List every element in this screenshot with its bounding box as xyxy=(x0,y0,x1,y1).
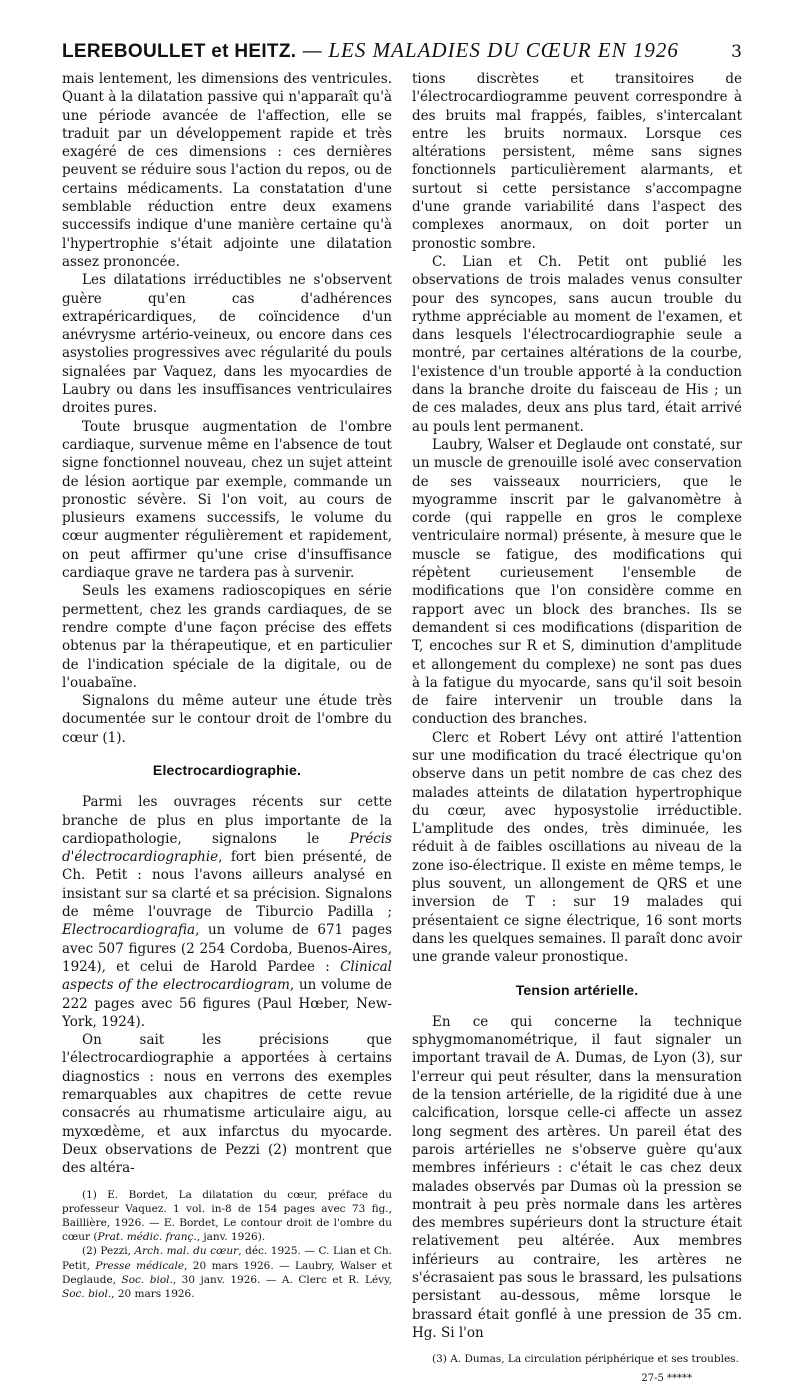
page-number: 3 xyxy=(731,42,742,62)
text-run: (2) Pezzi, xyxy=(82,1245,131,1258)
paragraph: tions discrètes et transitoires de l'électrocardiogramme peuvent correspondre à des bruits mal frappés, faibles, s'intercalant entre les bruits normaux. Lorsque ces altérations persistent, même sans signes fonctionnels particulièrement alarmants, et surtout si cette persistance s'accompagne d'une grande variabilité dans l'aspect des complexes anormaux, on doit porter un pronostic sombre. xyxy=(412,71,742,252)
paragraph: C. Lian et Ch. Petit ont publié les observations de trois malades venus consulter pour des syncopes, sans aucun trouble du rythme appréciable au moment de l'examen, et dans lesquels l'électrocardiographie seule a montré, par certaines altérations de la courbe, l'existence d'un trouble apporté à la conduction dans la branche droite du faisceau de His ; un de ces malades, deux ans plus tard, était arrivé au pouls lent permanent. xyxy=(412,253,742,435)
journal-title: Presse médicale xyxy=(95,1259,185,1272)
journal-title: Soc. biol. xyxy=(62,1287,112,1300)
text-run: , janv. 1926). xyxy=(196,1231,266,1244)
paragraph: Seuls les examens radioscopiques en série permettent, chez les grands cardiaques, de se rendre compte d'une façon précise des effets obtenus par la thérapeutique, et en particulier de l'indication spéciale de la digitale, ou de l'ouabaïne. xyxy=(62,583,392,691)
text-run: , 30 janv. 1926. — A. Clerc et R. Lévy, xyxy=(172,1273,392,1286)
printer-signature: 27-5 ***** xyxy=(641,1373,692,1385)
text-run: , fort bien présenté, de Ch. Petit : nous l'avons ailleurs analysé en insistant sur sa clarté et sa précision. Signalons de même l'ouvrage de Tiburcio Padilla ; xyxy=(62,849,392,921)
text-run: (1) E. Bordet, La dilatation du cœur, préface du professeur Vaquez. 1 vol. in-8 de 154 pages avec 73 fig., Baillière, 1926. — E. Bordet, Le contour droit de l'ombre du cœur ( xyxy=(62,1188,392,1244)
paragraph: Toute brusque augmentation de l'ombre cardiaque, survenue même en l'absence de tout signe fonctionnel nouveau, chez un sujet atteint de lésion aortique par exemple, commande un pronostic sévère. Si l'on voit, au cours de plusieurs examens successifs, le volume du cœur augmenter régulièrement et rapidement, on peut affirmer qu'une crise d'insuffisance cardiaque grave ne tardera pas à survenir. xyxy=(62,418,392,582)
text-run: , un volume de 222 pages avec 56 figures (Paul Hœber, New-York, 1924). xyxy=(62,977,392,1030)
text-run: , un volume de 671 pages avec 507 figures (2 254 Cordoba, Buenos-Aires, 1924), et celui de Harold Pardee : xyxy=(62,922,392,975)
left-column xyxy=(62,70,392,1301)
text-run: Parmi les ouvrages récents sur cette branche de plus en plus importante de la cardiopathologie, signalons le xyxy=(62,794,392,847)
footnote-2 xyxy=(62,1244,392,1301)
header-authors: LEREBOULLET et HEITZ. xyxy=(62,41,297,62)
journal-title: Arch. mal. du cœur xyxy=(134,1245,239,1258)
footnotes xyxy=(412,1352,742,1366)
text-run: , 20 mars 1926. xyxy=(111,1287,195,1300)
section-heading-electrocardiographie: Electrocardiographie. xyxy=(152,761,302,778)
paragraph: Signalons du même auteur une étude très documentée sur le contour droit de l'ombre du cœur (1). xyxy=(62,693,392,746)
journal-title: Soc. biol. xyxy=(121,1273,173,1286)
paragraph: Clerc et Robert Lévy ont attiré l'attention sur une modification du tracé électrique qu'on observe dans un petit nombre de cas chez des malades atteints de dilatation hypertrophique du cœur, avec hyposystolie irréductible. L'amplitude des ondes, très diminuée, les réduit à de faibles oscillations au niveau de la zone iso-électrique. Il existe en même temps, le plus souvent, un allongement de QRS et une inversion de T : sur 19 malades qui présentaient ce signe électrique, 16 sont morts dans les quelques semaines. Il paraît donc avoir une grande valeur pronostique. xyxy=(412,729,742,966)
footnote-1 xyxy=(62,1188,392,1245)
book-title: Clinical aspects of the electrocardiogram xyxy=(62,958,392,994)
header-title: LES MALADIES DU CŒUR EN 1926 xyxy=(328,38,679,62)
section-heading-tension-arterielle: Tension artérielle. xyxy=(515,981,639,998)
paragraph: mais lentement, les dimensions des ventricules. Quant à la dilatation passive qui n'apparaît qu'à une période avancée de l'affection, elle se traduit par un développement rapide et très exagéré de ces dimensions : ces dernières peuvent se réduire sous l'action du repos, ou de certains médicaments. La constatation d'une semblable réduction entre deux examens successifs indique d'une manière certaine qu'à l'hypertrophie s'était adjointe une dilatation assez prononcée. xyxy=(62,71,392,270)
footnote-3: (3) A. Dumas, La circulation périphérique et ses troubles. xyxy=(432,1353,739,1366)
paragraph: Les dilatations irréductibles ne s'observent guère qu'en cas d'adhérences extrapéricardiques, de coïncidence d'un anévrysme artério-veineux, ou encore dans ces asystolies progressives avec régularité du pouls signalées par Vaquez, dans les myocardies de Laubry ou dans les insuffisances ventriculaires droites pures. xyxy=(62,272,392,417)
text-run: , déc. 1925. — C. Lian et Ch. Petit, xyxy=(62,1245,392,1272)
journal-title: Prat. médic. franç. xyxy=(97,1231,197,1244)
running-header xyxy=(62,38,742,68)
paragraph: En ce qui concerne la technique sphygmomanométrique, il faut signaler un important travail de A. Dumas, de Lyon (3), sur l'erreur qui peut résulter, dans la mensuration de la tension artérielle, de la rigidité due à une calcification, lorsque celle-ci affecte un assez long segment des artères. Un pareil état des parois artérielles ne s'observe guère qu'aux membres inférieurs : c'était le cas chez deux malades observés par Dumas où la pression se montrait à peu près normale dans les artères des membres supérieurs dont la structure était relativement peu altérée. Aux membres inférieurs au contraire, les artères ne s'écrasaient pas sous le brassard, les pulsations persistant au-dessous, même lorsque le brassard était gonflé à une pression de 35 cm. Hg. Si l'on xyxy=(412,1013,742,1341)
running-title xyxy=(62,38,679,63)
book-title: Electrocardiografia xyxy=(62,922,196,939)
right-column xyxy=(412,70,742,1389)
paragraph: On sait les précisions que l'électrocardiographie a apportées à certains diagnostics : nous en verrons des exemples remarquables aux chapitres de cette revue consacrés au rhumatisme articulaire aigu, au myxœdème, et aux infarctus du myocarde. Deux observations de Pezzi (2) montrent que des altéra- xyxy=(62,1032,392,1177)
footnotes xyxy=(62,1188,392,1302)
paragraph: Laubry, Walser et Deglaude ont constaté, sur un muscle de grenouille isolé avec conservation de ses vaisseaux nourriciers, que le myogramme inscrit par le galvanomètre à corde (qui rappelle en gros le complexe ventriculaire normal) présente, à mesure que le muscle se fatigue, des modifications qui répètent curieusement l'ensemble de modifications que l'on considère comme en rapport avec un block des branches. Ils se demandent si ces modifications (disparition de T, encoches sur R et S, diminution d'amplitude et allongement du complexe) ne sont pas dues à la fatigue du myocarde, sans qu'il soit besoin de faire intervenir un trouble dans la conduction des branches. xyxy=(412,436,742,728)
header-dash: — xyxy=(302,41,322,62)
paragraph-references xyxy=(62,793,392,1031)
book-title: Précis d'électrocardiographie xyxy=(62,830,392,866)
text-run: , 20 mars 1926. — Laubry, Walser et Deglaude, xyxy=(62,1259,392,1286)
